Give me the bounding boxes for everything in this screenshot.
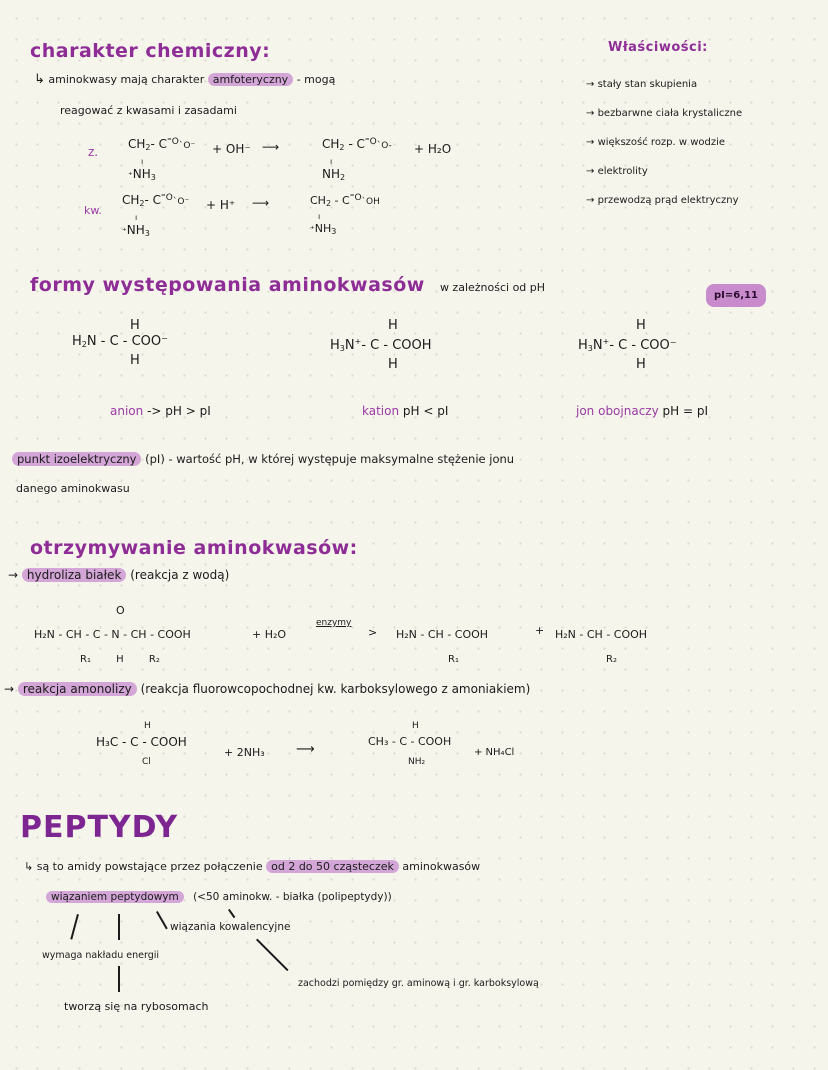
branch-line	[118, 966, 120, 992]
hydrolysis-product2-sub: R₂	[606, 654, 617, 665]
reaction-arrow-icon: >	[368, 626, 378, 639]
form-center: C	[370, 338, 380, 353]
arrow-icon: →	[586, 79, 598, 90]
form-label: anion	[110, 404, 144, 418]
hydrolysis-substituents	[80, 654, 160, 665]
hydrolysis-product1-sub: R₁	[448, 654, 459, 665]
section-title-chemical-character: charakter chemiczny:	[30, 40, 271, 62]
highlight-ammonolysis: reakcja amonolizy	[18, 682, 137, 696]
form-right: COO⁻	[640, 338, 677, 353]
reactant-bottom: Cl	[142, 757, 151, 767]
ammonolysis-note: (reakcja fluorowcopochodnej kw. karboksylowego z amoniakiem)	[140, 682, 531, 696]
form-bottom: H	[388, 357, 398, 372]
reaction-arrow-icon: ⟶	[252, 196, 270, 210]
form-center: C	[618, 338, 628, 353]
peptide-bond-line	[46, 891, 392, 903]
hydrolysis-product2: H₂N - CH - COOH	[555, 628, 648, 641]
highlight-amphoteric: amfoteryczny	[208, 73, 293, 86]
property-item: → elektrolity	[586, 166, 648, 177]
branch-amine-carboxyl: zachodzi pomiędzy gr. aminową i gr. karboksylową	[298, 978, 539, 989]
peptide-def-text: są to amidy powstające przez połączenie	[36, 860, 263, 873]
branch-energy: wymaga nakładu energii	[42, 950, 160, 961]
form-cation-label	[362, 404, 448, 418]
method-ammonolysis	[4, 682, 530, 696]
form-bottom: H	[636, 357, 646, 372]
highlight-2-to-50: od 2 do 50 cząsteczek	[266, 860, 399, 873]
arrow-icon: →	[586, 137, 598, 148]
arrow-icon: →	[586, 108, 598, 119]
base-extra-product: + H₂O	[414, 142, 452, 156]
branch-line	[156, 911, 168, 929]
definition-line2: danego aminokwasu	[16, 482, 130, 495]
arrow-icon: →	[8, 568, 22, 582]
arrow-icon: →	[4, 682, 18, 696]
base-product: $CH_2$ - $C^{^=O}ˋO-$ ı $NH_2$	[322, 137, 392, 182]
properties-list	[586, 70, 742, 215]
form-bottom: H	[130, 353, 140, 368]
form-right: COO⁻	[131, 334, 169, 349]
amphoteric-line	[34, 72, 335, 87]
form-cation: H $H_3N^+-$ C - COOH H	[330, 318, 432, 372]
peptide-def-suffix: aminokwasów	[402, 860, 481, 873]
form-center: C	[109, 334, 119, 349]
base-reactant: $CH_2-$ $C^{^=O}ˋO^-$ ı $^+NH_3$	[128, 137, 196, 182]
branch-ribosomes: tworzą się na rybosomach	[64, 1000, 209, 1013]
property-item: → bezbarwne ciała krystaliczne	[586, 108, 743, 119]
hydrolysis-catalyst: enzymy	[316, 618, 352, 628]
acid-reactant: $CH_2-$ $C^{^=O}ˋO^-$ ı $^+NH_3$	[122, 193, 190, 238]
corner-arrow-icon: ↳	[34, 72, 45, 87]
reactant-main: H₃C - C - COOH	[96, 735, 187, 749]
hydrolysis-reactant: H₂N - CH - C - N - CH - COOH	[34, 628, 191, 641]
acid-product: $CH_2$ - $C^{^=O}ˋOH$ ı $^+NH_3$	[310, 193, 380, 236]
highlight-hydrolysis: hydroliza białek	[22, 568, 127, 582]
base-reaction-label: z.	[88, 145, 99, 159]
pi-value-badge: pI=6,11	[706, 284, 766, 307]
peptides-definition	[24, 860, 480, 873]
amphoteric-text: aminokwasy mają charakter	[48, 73, 205, 86]
section-title-obtaining: otrzymywanie aminokwasów:	[30, 537, 358, 559]
product-main: CH₃ - C - COOH	[368, 735, 452, 748]
form-label: jon obojnaczy	[576, 404, 659, 418]
forms-heading	[30, 274, 545, 296]
branch-line	[256, 939, 289, 972]
peptide-bond-note: (<50 aminokw. - białka (polipeptydy))	[193, 891, 392, 903]
method-hydrolysis	[8, 568, 229, 582]
amphoteric-suffix: - mogą	[296, 73, 336, 86]
base-reagent: + OH⁻	[212, 142, 251, 156]
property-item: → większość rozp. w wodzie	[586, 137, 726, 148]
acid-reaction-label: kw.	[84, 204, 102, 217]
hydrolysis-carbonyl-o: O	[116, 604, 125, 617]
arrow-icon: →	[586, 166, 598, 177]
corner-arrow-icon: ↳	[24, 860, 37, 873]
reactant-top: H	[144, 721, 151, 731]
branch-line	[70, 914, 79, 940]
reaction-arrow-icon: ⟶	[296, 742, 315, 757]
ammonolysis-product	[368, 718, 451, 770]
form-top: H	[130, 318, 140, 333]
forms-subtitle: w zależności od pH	[439, 281, 546, 294]
form-top: H	[388, 318, 398, 333]
property-item: → stały stan skupienia	[586, 79, 698, 90]
arrow-icon: →	[586, 195, 598, 206]
hydrolysis-product1: H₂N - CH - COOH	[396, 628, 489, 641]
substituent-r1: R₁	[80, 654, 91, 665]
branch-covalent: wiązania kowalencyjne	[170, 921, 291, 933]
property-item: → przewodzą prąd elektryczny	[586, 195, 739, 206]
form-anion: H $H_2N$ - C - COO⁻ H	[72, 318, 169, 368]
properties-title: Właściwości:	[608, 40, 708, 55]
substituent-h: H	[116, 654, 124, 665]
branch-line	[118, 914, 120, 940]
acid-reagent: + H⁺	[206, 198, 236, 212]
product-top: H	[412, 721, 419, 731]
form-right: COOH	[392, 338, 432, 353]
form-condition: -> pH > pI	[147, 404, 211, 418]
form-top: H	[636, 318, 646, 333]
hydrolysis-reagent: + H₂O	[252, 628, 287, 641]
form-zwitterion-label	[576, 404, 708, 418]
hydrolysis-plus: +	[535, 624, 545, 637]
form-zwitterion: H $H_3N^+-$ C - COO⁻ H	[578, 318, 677, 372]
ammonolysis-reactant	[96, 718, 187, 770]
form-label: kation	[362, 404, 400, 418]
form-condition: pH = pI	[662, 404, 708, 418]
highlight-isoelectric-point: punkt izoelektryczny	[12, 452, 141, 466]
ammonolysis-byproduct: + NH₄Cl	[474, 747, 515, 758]
forms-title: formy występowania aminokwasów	[30, 274, 425, 296]
substituent-r2: R₂	[148, 654, 160, 665]
hydrolysis-note: (reakcja z wodą)	[130, 568, 230, 582]
peptides-title: PEPTYDY	[20, 810, 179, 845]
highlight-peptide-bond: wiązaniem peptydowym	[46, 891, 184, 903]
isoelectric-definition	[12, 452, 514, 466]
reaction-arrow-icon: ⟶	[262, 140, 280, 154]
definition-text: (pI) - wartość pH, w której występuje maksymalne stężenie jonu	[145, 452, 515, 466]
form-condition: pH < pI	[402, 404, 449, 418]
branch-line	[228, 909, 235, 918]
product-bottom: NH₂	[408, 757, 426, 767]
form-anion-label	[110, 404, 211, 418]
ammonolysis-reagent: + 2NH₃	[224, 746, 265, 759]
react-acids-bases: reagować z kwasami i zasadami	[60, 104, 237, 117]
